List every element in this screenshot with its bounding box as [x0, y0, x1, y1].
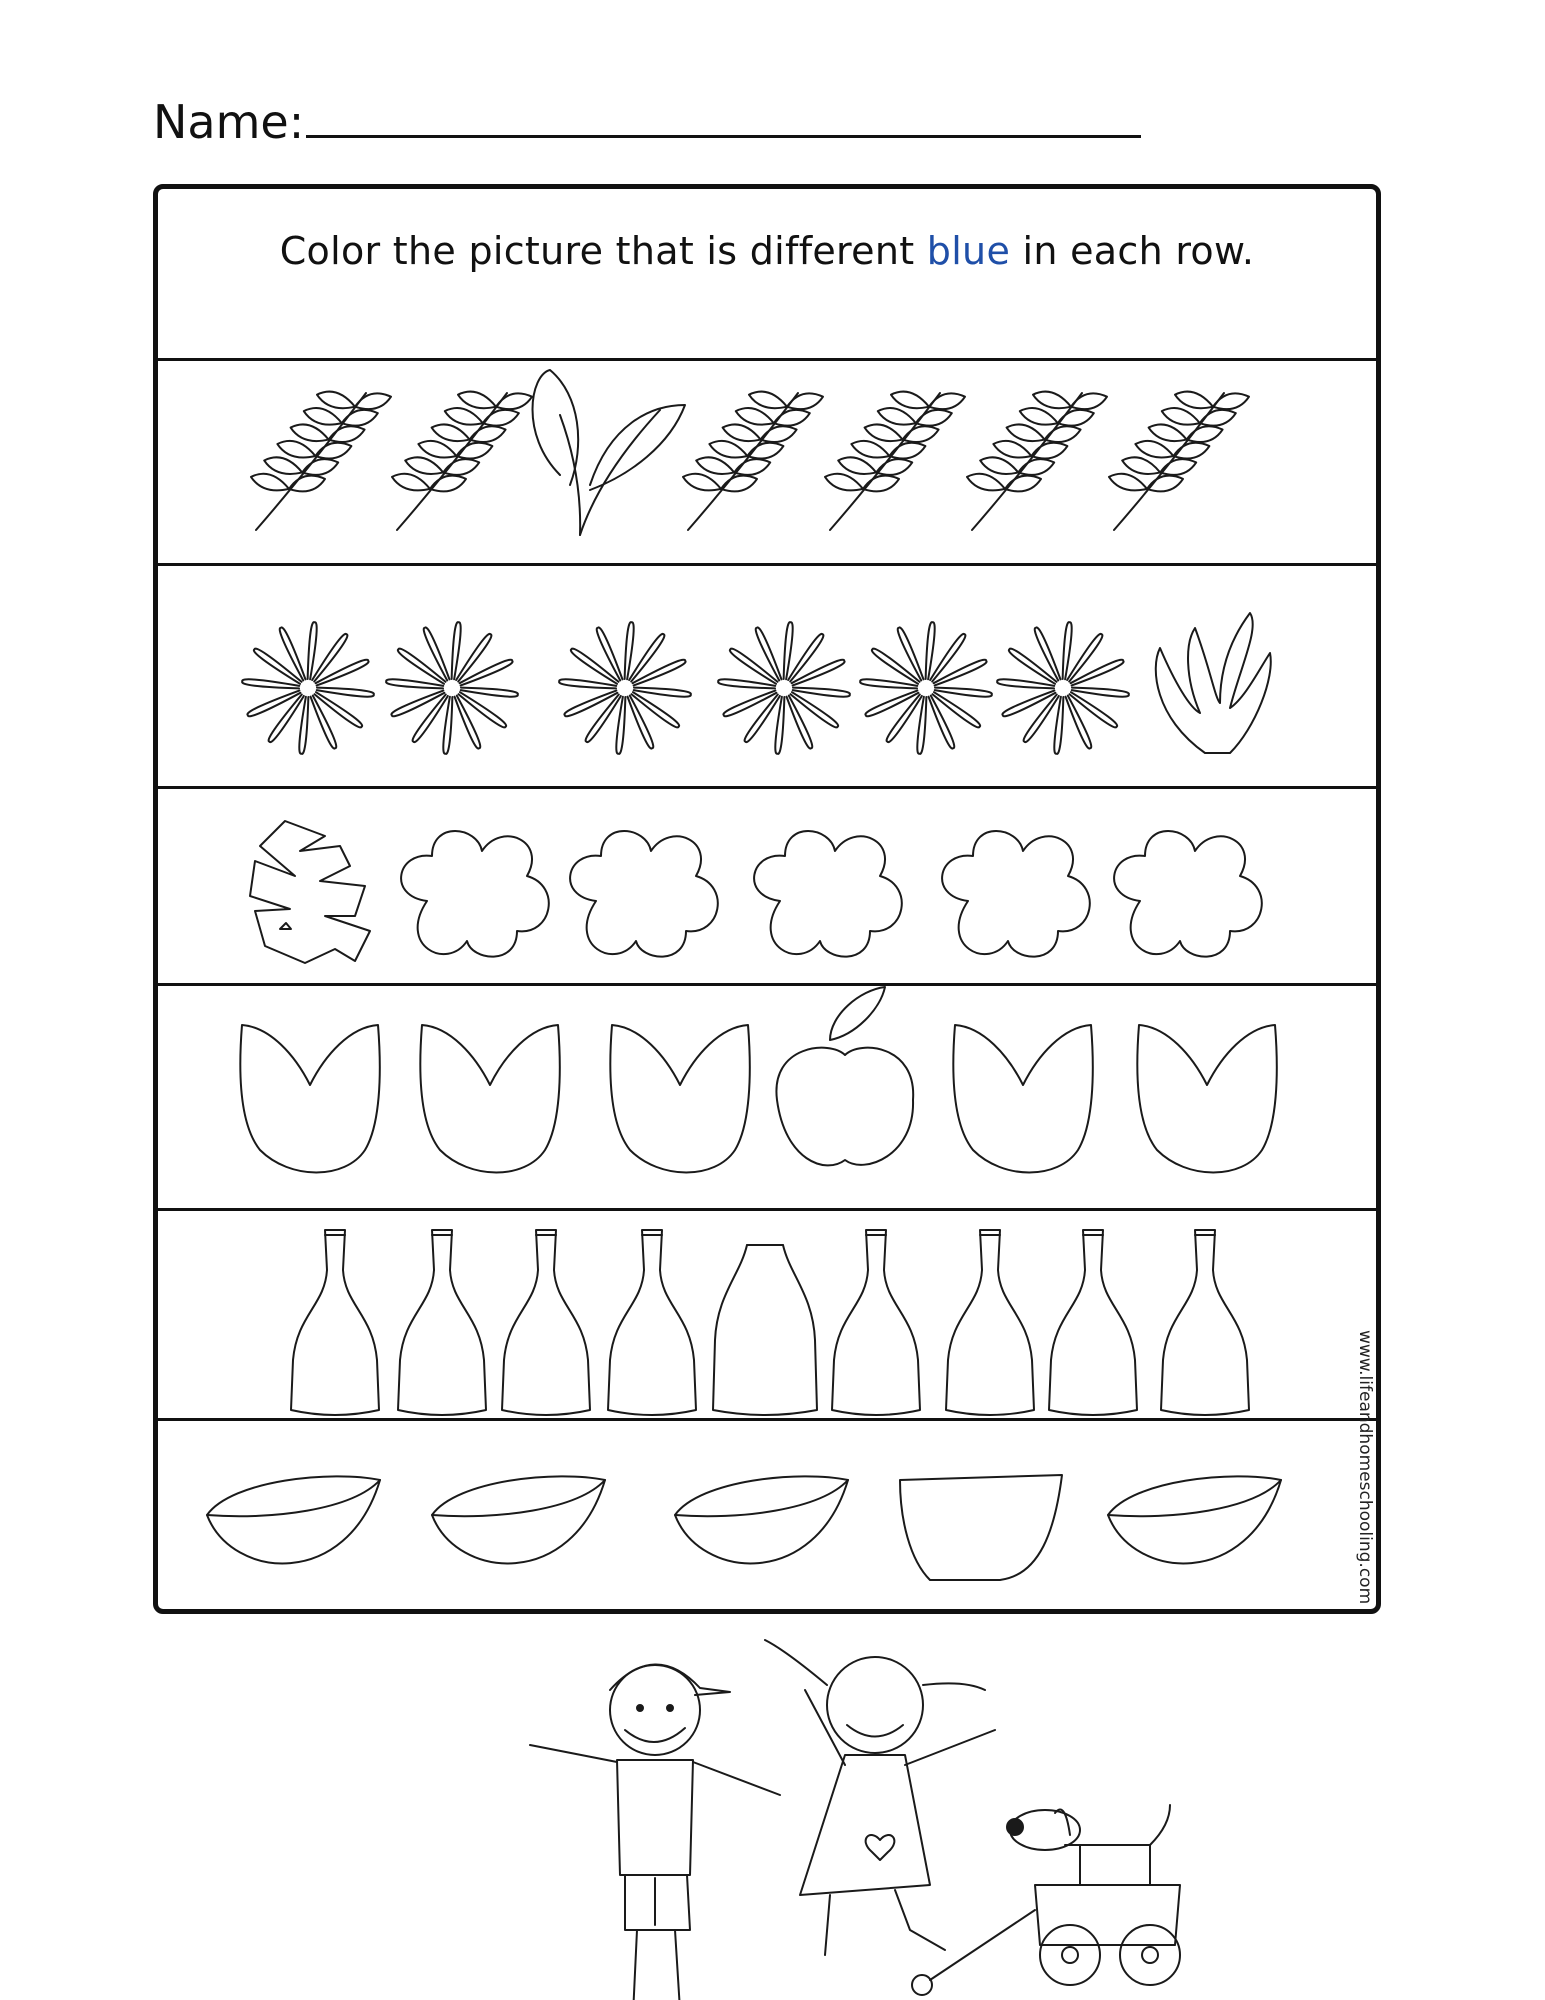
row-1: [158, 361, 1376, 566]
instruction-box: [158, 189, 1376, 361]
watermark: www.lifeandhomeschooling.com: [1355, 1330, 1375, 1605]
worksheet-frame: [153, 184, 1381, 1614]
instruction-color-word: blue: [926, 229, 1011, 273]
row-6: [158, 1421, 1376, 1609]
row-5: [158, 1211, 1376, 1421]
boy-stick-figure: [530, 1664, 780, 2000]
row-2: [158, 566, 1376, 789]
instruction-text-end: in each row.: [1010, 229, 1255, 273]
row-3: [158, 789, 1376, 986]
row-4: [158, 986, 1376, 1211]
dog-in-wagon: [912, 1805, 1180, 1995]
name-blank-line[interactable]: [306, 95, 1141, 138]
name-field-label: [153, 95, 1141, 149]
girl-stick-figure: [765, 1640, 995, 1955]
instruction-text: [158, 229, 1376, 273]
instruction-text-start: Color the picture that is different: [279, 229, 927, 273]
name-label: Name:: [153, 95, 305, 149]
